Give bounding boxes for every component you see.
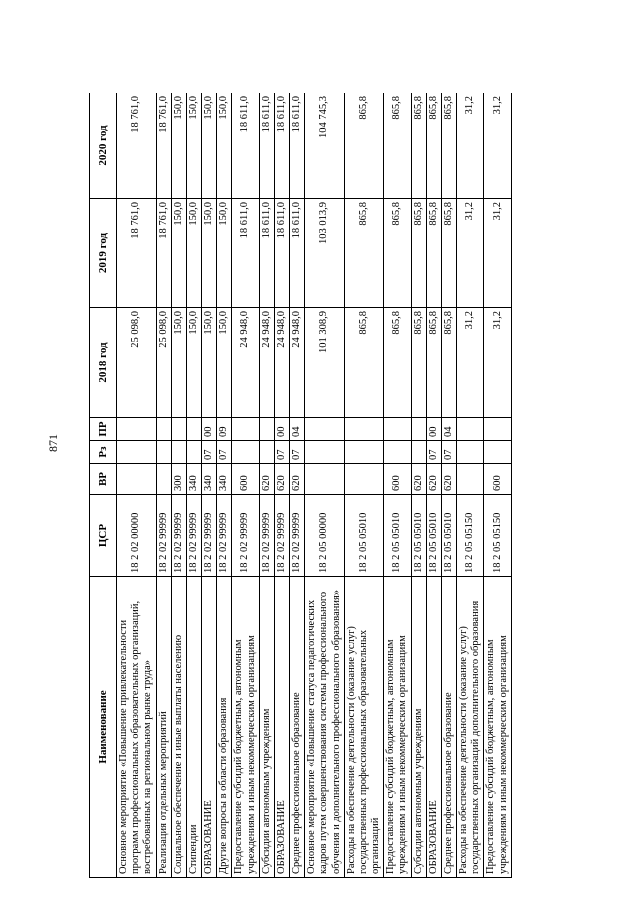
cell-pr: 09	[217, 418, 232, 441]
cell-2018: 24 948,0	[274, 308, 289, 418]
table-row	[202, 93, 217, 878]
cell-vr: 620	[259, 464, 274, 495]
cell-vr	[117, 464, 157, 495]
cell-rz: 07	[426, 441, 441, 464]
cell-rz	[305, 441, 345, 464]
cell-2018: 865,8	[426, 308, 441, 418]
cell-vr: 600	[484, 464, 511, 495]
cell-2018: 101 308,9	[305, 308, 345, 418]
cell-2018: 31,2	[484, 308, 511, 418]
table-row	[259, 93, 274, 878]
cell-csr: 18 2 05 05010	[411, 495, 426, 577]
cell-pr: 04	[290, 418, 305, 441]
page-frame	[89, 93, 577, 878]
table-row	[305, 93, 345, 878]
cell-pr	[117, 418, 157, 441]
header-vr: ВР	[90, 464, 117, 495]
cell-name: Реализация отдельных мероприятий	[156, 577, 171, 878]
cell-2019: 150,0	[171, 199, 186, 308]
cell-name: Расходы на обеспечение деятельности (оказание услуг) государственных профессиональных образовательных организаций	[344, 577, 384, 878]
cell-csr: 18 2 02 99999	[171, 495, 186, 577]
header-pr: ПР	[90, 418, 117, 441]
cell-rz: 07	[290, 441, 305, 464]
table-row	[457, 93, 484, 878]
header-name: Наименование	[90, 577, 117, 878]
cell-2019: 103 013,9	[305, 199, 345, 308]
cell-pr	[171, 418, 186, 441]
cell-name: Среднее профессиональное образование	[441, 577, 456, 878]
cell-rz	[117, 441, 157, 464]
cell-2020: 150,0	[171, 93, 186, 199]
cell-pr: 00	[426, 418, 441, 441]
cell-rz: 07	[441, 441, 456, 464]
budget-table	[89, 93, 512, 878]
cell-2019: 18 611,0	[259, 199, 274, 308]
cell-2018: 865,8	[384, 308, 411, 418]
cell-2020: 18 611,0	[274, 93, 289, 199]
table-row	[117, 93, 157, 878]
cell-csr: 18 2 05 05150	[457, 495, 484, 577]
cell-name: Субсидии автономным учреждениям	[259, 577, 274, 878]
cell-rz	[344, 441, 384, 464]
cell-csr: 18 2 05 05010	[344, 495, 384, 577]
cell-name: Среднее профессиональное образование	[290, 577, 305, 878]
cell-2018: 150,0	[171, 308, 186, 418]
cell-rz	[457, 441, 484, 464]
cell-csr: 18 2 05 05010	[441, 495, 456, 577]
cell-2020: 150,0	[186, 93, 201, 199]
table-row	[344, 93, 384, 878]
cell-pr: 04	[441, 418, 456, 441]
table-row	[217, 93, 232, 878]
cell-vr: 340	[217, 464, 232, 495]
header-2020: 2020 год	[90, 93, 117, 199]
cell-vr: 600	[232, 464, 259, 495]
cell-pr	[384, 418, 411, 441]
page-number: 871	[46, 434, 60, 452]
cell-csr: 18 2 02 00000	[117, 495, 157, 577]
cell-2020: 18 611,0	[232, 93, 259, 199]
cell-vr	[457, 464, 484, 495]
cell-2018: 24 948,0	[259, 308, 274, 418]
cell-rz	[411, 441, 426, 464]
table-row	[441, 93, 456, 878]
header-row	[90, 93, 117, 878]
cell-csr: 18 2 05 05150	[484, 495, 511, 577]
cell-2019: 150,0	[217, 199, 232, 308]
cell-vr: 340	[186, 464, 201, 495]
cell-csr: 18 2 02 99999	[274, 495, 289, 577]
cell-rz	[171, 441, 186, 464]
header-2018: 2018 год	[90, 308, 117, 418]
rotated-page	[89, 93, 577, 878]
cell-csr: 18 2 02 99999	[232, 495, 259, 577]
cell-vr: 620	[290, 464, 305, 495]
cell-name: Основное мероприятие «Повышение статуса педагогических кадров путем совершенствования системы профессионального обучения и дополнительного профессионального образования»	[305, 577, 345, 878]
cell-2019: 865,8	[384, 199, 411, 308]
cell-vr: 620	[411, 464, 426, 495]
cell-2020: 18 611,0	[290, 93, 305, 199]
cell-csr: 18 2 05 05010	[384, 495, 411, 577]
cell-name: Основное мероприятие «Повышение привлекательности программ профессиональных образовательных организаций, востребованных на региональном рынке труда»	[117, 577, 157, 878]
cell-rz	[384, 441, 411, 464]
cell-name: Предоставление субсидий бюджетным, автономным учреждениям и иным некоммерческим организациям	[484, 577, 511, 878]
cell-2019: 865,8	[441, 199, 456, 308]
cell-csr: 18 2 05 05010	[426, 495, 441, 577]
cell-2020: 150,0	[217, 93, 232, 199]
cell-pr	[457, 418, 484, 441]
table-row	[290, 93, 305, 878]
cell-2020: 18 611,0	[259, 93, 274, 199]
cell-pr	[484, 418, 511, 441]
cell-vr	[156, 464, 171, 495]
cell-2019: 31,2	[484, 199, 511, 308]
cell-2019: 18 611,0	[232, 199, 259, 308]
cell-2018: 24 948,0	[232, 308, 259, 418]
cell-2018: 865,8	[411, 308, 426, 418]
header-csr: ЦСР	[90, 495, 117, 577]
cell-2019: 18 611,0	[290, 199, 305, 308]
cell-2020: 865,8	[426, 93, 441, 199]
table-row	[426, 93, 441, 878]
cell-2020: 104 745,3	[305, 93, 345, 199]
cell-vr	[344, 464, 384, 495]
cell-rz	[232, 441, 259, 464]
cell-2018: 150,0	[217, 308, 232, 418]
cell-pr	[186, 418, 201, 441]
cell-rz	[259, 441, 274, 464]
cell-2018: 865,8	[441, 308, 456, 418]
cell-2019: 18 611,0	[274, 199, 289, 308]
cell-pr: 00	[274, 418, 289, 441]
cell-2020: 150,0	[202, 93, 217, 199]
cell-rz	[156, 441, 171, 464]
cell-2018: 24 948,0	[290, 308, 305, 418]
table-row	[186, 93, 201, 878]
header-rz: Рз	[90, 441, 117, 464]
cell-vr: 340	[202, 464, 217, 495]
cell-2018: 31,2	[457, 308, 484, 418]
cell-2019: 150,0	[186, 199, 201, 308]
cell-vr: 620	[441, 464, 456, 495]
cell-2020: 865,8	[411, 93, 426, 199]
cell-name: Субсидии автономным учреждениям	[411, 577, 426, 878]
cell-csr: 18 2 02 99999	[156, 495, 171, 577]
cell-2020: 865,8	[344, 93, 384, 199]
table-row	[156, 93, 171, 878]
cell-name: Социальное обеспечение и иные выплаты населению	[171, 577, 186, 878]
cell-2019: 865,8	[411, 199, 426, 308]
table-row	[232, 93, 259, 878]
cell-pr	[232, 418, 259, 441]
cell-2020: 18 761,0	[117, 93, 157, 199]
cell-vr: 600	[384, 464, 411, 495]
cell-name: Предоставление субсидий бюджетным, автономным учреждениям и иным некоммерческим организациям	[384, 577, 411, 878]
cell-name: Предоставление субсидий бюджетным, автономным учреждениям и иным некоммерческим организациям	[232, 577, 259, 878]
cell-rz: 07	[202, 441, 217, 464]
cell-2019: 865,8	[344, 199, 384, 308]
cell-2018: 25 098,0	[156, 308, 171, 418]
table-row	[171, 93, 186, 878]
cell-name: Стипендии	[186, 577, 201, 878]
cell-2020: 18 761,0	[156, 93, 171, 199]
table-row	[384, 93, 411, 878]
cell-vr: 300	[171, 464, 186, 495]
cell-2018: 150,0	[186, 308, 201, 418]
cell-pr	[259, 418, 274, 441]
cell-2019: 31,2	[457, 199, 484, 308]
cell-name: ОБРАЗОВАНИЕ	[202, 577, 217, 878]
cell-csr: 18 2 02 99999	[217, 495, 232, 577]
cell-csr: 18 2 02 99999	[202, 495, 217, 577]
cell-2019: 865,8	[426, 199, 441, 308]
cell-2018: 865,8	[344, 308, 384, 418]
cell-2020: 31,2	[484, 93, 511, 199]
cell-name: ОБРАЗОВАНИЕ	[274, 577, 289, 878]
cell-2020: 31,2	[457, 93, 484, 199]
cell-pr	[411, 418, 426, 441]
cell-pr	[344, 418, 384, 441]
cell-pr	[305, 418, 345, 441]
cell-2020: 865,8	[384, 93, 411, 199]
table-row	[411, 93, 426, 878]
cell-2018: 25 098,0	[117, 308, 157, 418]
cell-csr: 18 2 02 99999	[290, 495, 305, 577]
cell-rz: 07	[274, 441, 289, 464]
cell-2018: 150,0	[202, 308, 217, 418]
cell-2019: 150,0	[202, 199, 217, 308]
cell-pr	[156, 418, 171, 441]
cell-rz: 07	[217, 441, 232, 464]
table-row	[274, 93, 289, 878]
table-row	[484, 93, 511, 878]
cell-2020: 865,8	[441, 93, 456, 199]
cell-rz	[484, 441, 511, 464]
cell-vr: 620	[426, 464, 441, 495]
table-body	[117, 93, 512, 878]
cell-2019: 18 761,0	[156, 199, 171, 308]
cell-csr: 18 2 02 99999	[259, 495, 274, 577]
cell-csr: 18 2 05 00000	[305, 495, 345, 577]
cell-name: Расходы на обеспечение деятельности (оказание услуг) государственных организаций дополнительного образования	[457, 577, 484, 878]
cell-name: ОБРАЗОВАНИЕ	[426, 577, 441, 878]
cell-2019: 18 761,0	[117, 199, 157, 308]
cell-pr: 00	[202, 418, 217, 441]
cell-vr: 620	[274, 464, 289, 495]
cell-rz	[186, 441, 201, 464]
cell-name: Другие вопросы в области образования	[217, 577, 232, 878]
header-2019: 2019 год	[90, 199, 117, 308]
cell-vr	[305, 464, 345, 495]
cell-csr: 18 2 02 99999	[186, 495, 201, 577]
